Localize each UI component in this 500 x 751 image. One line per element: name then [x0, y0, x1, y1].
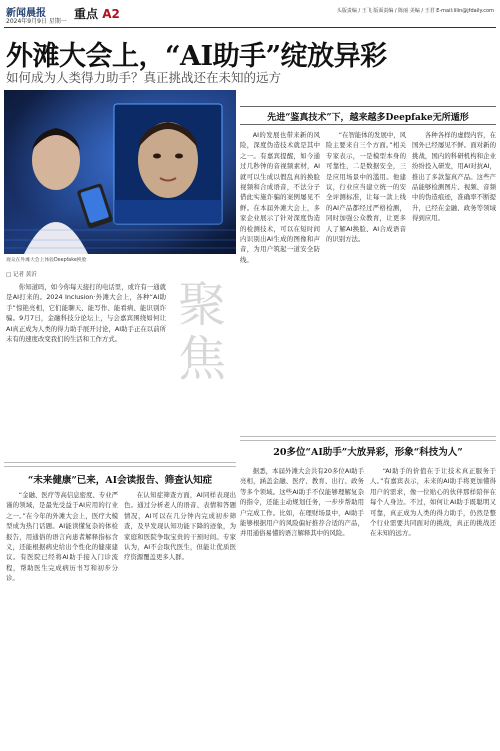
section-label [74, 5, 120, 22]
section3-column1 [240, 466, 364, 748]
article-byline: □ 记者 黄沂 [6, 272, 37, 278]
page-header [4, 3, 496, 28]
section1-column2 [326, 130, 406, 430]
intro-column [6, 282, 166, 428]
section-name: 重点 [74, 7, 99, 21]
section-divider [4, 462, 236, 467]
section1-column3 [412, 130, 496, 430]
section-rule [240, 124, 496, 125]
section2-paragraph: “金融、医疗等高信息密度、专业严谨的领域，是最先受益于AI应用的行业之一。”在今年的外滩大会上，医疗大模型成为热门话题。AI能读懂复杂的体检报告，用通俗的语言向患者解释指标含义，还能根据病史给出个性化的健康建议。有医院已经将AI助手接入门诊流程，帮助医生完成病历书写和初步分诊。 [6, 491, 118, 583]
photo-caption [6, 256, 234, 263]
vertical-title: 聚焦 [177, 277, 226, 387]
section1-paragraph: 各种各样的虚假内容，在国外已经屡见不鲜。面对新的挑战，国内的科研机构和企业纷纷投入研发，用AI对抗AI，推出了多款鉴真产品。这些产品能够检测图片、视频、音频中的伪造痕迹，准确率不断提升，已经在金融、政务等领域得到应用。 [412, 131, 496, 223]
section-divider [240, 436, 496, 441]
section2-column2 [124, 490, 236, 748]
section2-paragraph: 在认知症筛查方面，AI同样表现出色。通过分析老人的语音、表情和答题情况，AI可以在几分钟内完成初步筛查，及早发现认知功能下降的迹象，为家庭和医院争取宝贵的干预时间。专家认为，AI不会取代医生，但能让优质医疗资源覆盖更多人群。 [124, 491, 236, 562]
section3-paragraph: 据悉，本届外滩大会共有20多位AI助手亮相，涵盖金融、医疗、教育、出行、政务等多个领域。这些AI助手不仅能够理解复杂的指令，还能主动规划任务，一步步帮助用户完成工作。比如，在理财场景中，AI助手能够根据用户的风险偏好推荐合适的产品，并用通俗易懂的语言解释其中的风险。 [240, 467, 364, 538]
section1-title: 先进“鉴真技术”下，越来越多Deepfake无所遁形 [267, 113, 469, 123]
caption-text: 观众在外滩大会上体验Deepfake换脸 [6, 258, 87, 263]
news-photo [4, 90, 236, 254]
section1-paragraph: “在智能体的发展中，风险主要来自三个方面。”相关专家表示，一是模型本身的可靠性，二是数据安全，三是应用场景中的滥用。他建议，行业应当建立统一的安全评测标准，让每一款上线的AI产品都经过严格检测，同时加强公众教育，让更多人了解AI换脸、AI合成语音的识别方法。 [326, 131, 406, 244]
section1-column1 [240, 130, 320, 430]
section3-title: 20多位“AI助手”大放异彩，形象“科技为人” [273, 447, 463, 458]
masthead-logo: 新闻晨报 [6, 8, 46, 19]
page-headline: 外滩大会上，“AI助手”绽放异彩 [6, 41, 387, 72]
issue-date: 2024年9月9日 星期一 [6, 18, 67, 25]
editors-line: 头版责编 / 王飞 版面责编 / 陈丽 美编 / 王君 E-mail:lilin@jfdaily.com [336, 8, 494, 14]
page-subheadline: 如何成为人类得力助手？真正挑战还在未知的远方 [6, 70, 282, 85]
intro-paragraph: 你知道吗，如今你每天接打的电话里，或许有一通就是AI打来的。2024 Inclusion·外滩大会上，各种“AI助手”惊艳亮相，它们能聊天、能写作、能看病、能识别诈骗。9月7日，金融科技分论坛上，与会嘉宾围绕如何让AI真正成为人类的得力助手展开讨论，AI助手正在以前所未有的速度改变我们的生活和工作方式。 [6, 283, 166, 344]
section2-title: “未来健康”已来，AI会读报告、筛查认知症 [27, 475, 213, 486]
photo-illustration [4, 90, 236, 254]
section1-paragraph: AI的发展也带来新的风险，深度伪造技术就是其中之一。有嘉宾提醒，如今通过几秒钟的音视频素材，AI就可以生成以假乱真的换脸视频和合成语音，不法分子借此实施诈骗的案例屡见不鲜。在本届外滩大会上，多家企业展示了针对深度伪造的检测技术，可以在短时间内识别出AI生成的图像和声音，为用户筑起一道安全防线。 [240, 131, 320, 264]
section-rule [240, 106, 496, 107]
page-number: A2 [102, 7, 120, 21]
section3-column2 [370, 466, 496, 748]
section3-paragraph: “AI助手的价值在于让技术真正服务于人。”有嘉宾表示，未来的AI助手将更加懂得用户的需求，像一位贴心的伙伴那样陪伴在每个人身边。不过，如何让AI助手既聪明又可靠，真正成为人类的得力助手，仍然是整个行业需要共同面对的挑战，真正的挑战还在未知的远方。 [370, 467, 496, 538]
section2-column1 [6, 490, 118, 748]
